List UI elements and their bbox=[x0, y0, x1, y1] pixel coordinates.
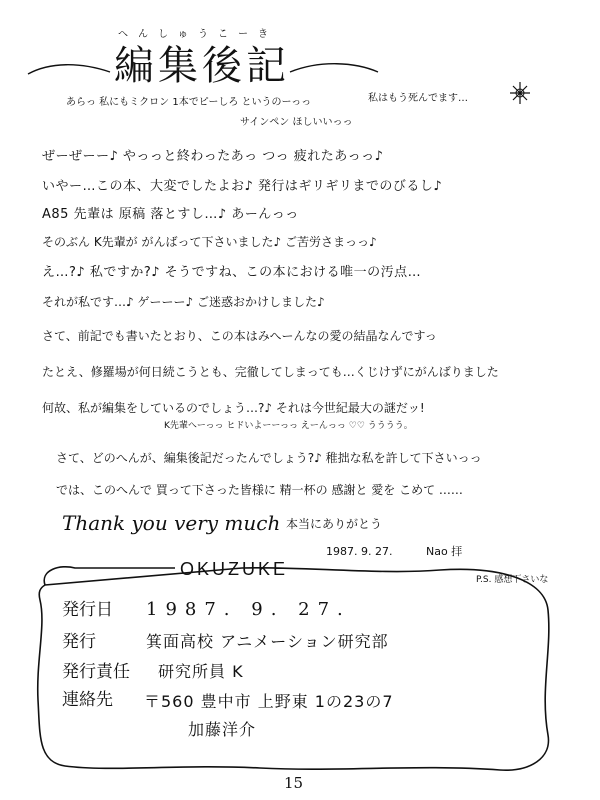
okuzuke-title: OKUZUKE bbox=[180, 559, 289, 579]
body-line: ぜーぜーー♪ やっっと終わったあっ つっ 疲れたあっっ♪ bbox=[42, 149, 384, 164]
sign-date: 1987. 9. 27. bbox=[326, 545, 393, 558]
body-line: たとえ、修羅場が何日続こうとも、完徹してしまっても…くじけずにがんばりました bbox=[42, 365, 499, 379]
body-line: 何故、私が編集をしているのでしょう…?♪ それは今世紀最大の謎だッ! bbox=[42, 401, 425, 415]
sign-name: Nao 拝 bbox=[426, 545, 463, 558]
body-line: A85 先輩は 原稿 落とすし…♪ あーんっっ bbox=[42, 207, 299, 222]
ps-note: P.S. 感想下さいな bbox=[476, 575, 549, 585]
right-note: 私はもう死んでます… bbox=[368, 93, 468, 104]
okuzuke-label: 発行責任 bbox=[62, 662, 130, 682]
body-line: え…?♪ 私ですか?♪ そうですね、この本における唯一の汚点… bbox=[42, 265, 422, 280]
okuzuke-value: 研究所員 K bbox=[158, 662, 244, 681]
okuzuke-label: 発行日 bbox=[62, 600, 113, 620]
body-line: では、このへんで 買って下さった皆様に 精一杯の 感謝と 愛を こめて …… bbox=[56, 483, 463, 497]
okuzuke-value: 1987. 9. 27. bbox=[146, 599, 351, 620]
contact-name: 加藤洋介 bbox=[188, 720, 257, 739]
okuzuke-value: 箕面高校 アニメーション研究部 bbox=[146, 632, 389, 651]
page-number: 15 bbox=[284, 774, 304, 792]
side-note-2: サインペン ほしいいっっ bbox=[240, 117, 353, 128]
body-line: さて、前記でも書いたとおり、この本はみへーんなの愛の結晶なんですっ bbox=[42, 329, 437, 343]
body-line: そのぶん K先輩が がんばって下さいました♪ ご苦労さまっっ♪ bbox=[42, 235, 377, 249]
okuzuke-label: 発行 bbox=[62, 632, 96, 652]
body-line: いやー…この本、大変でしたよお♪ 発行はギリギリまでのびるし♪ bbox=[42, 179, 443, 194]
body-line: それが私です…♪ ゲーーー♪ ご迷惑おかけしました♪ bbox=[42, 295, 325, 309]
thanks-text: Thank you very much bbox=[62, 511, 281, 535]
okuzuke-value: 〒560 豊中市 上野東 1の23の7 bbox=[144, 692, 394, 711]
body-line: さて、どのへんが、編集後記だったんでしょう?♪ 稚拙な私を許して下さいっっ bbox=[56, 451, 482, 465]
side-note: あらっ 私にもミクロン 1本でピーしろ というのーっっ bbox=[66, 97, 312, 108]
okuzuke-label: 連絡先 bbox=[62, 690, 113, 710]
thanks-jp: 本当にありがとう bbox=[286, 517, 383, 531]
title-ruby: へんしゅうこーき bbox=[118, 29, 278, 40]
body-line: K先輩へーっっ ヒドいよーーっっ えーんっっ ♡♡ うううう。 bbox=[164, 421, 413, 431]
page-title: 編集後記 bbox=[114, 43, 290, 89]
